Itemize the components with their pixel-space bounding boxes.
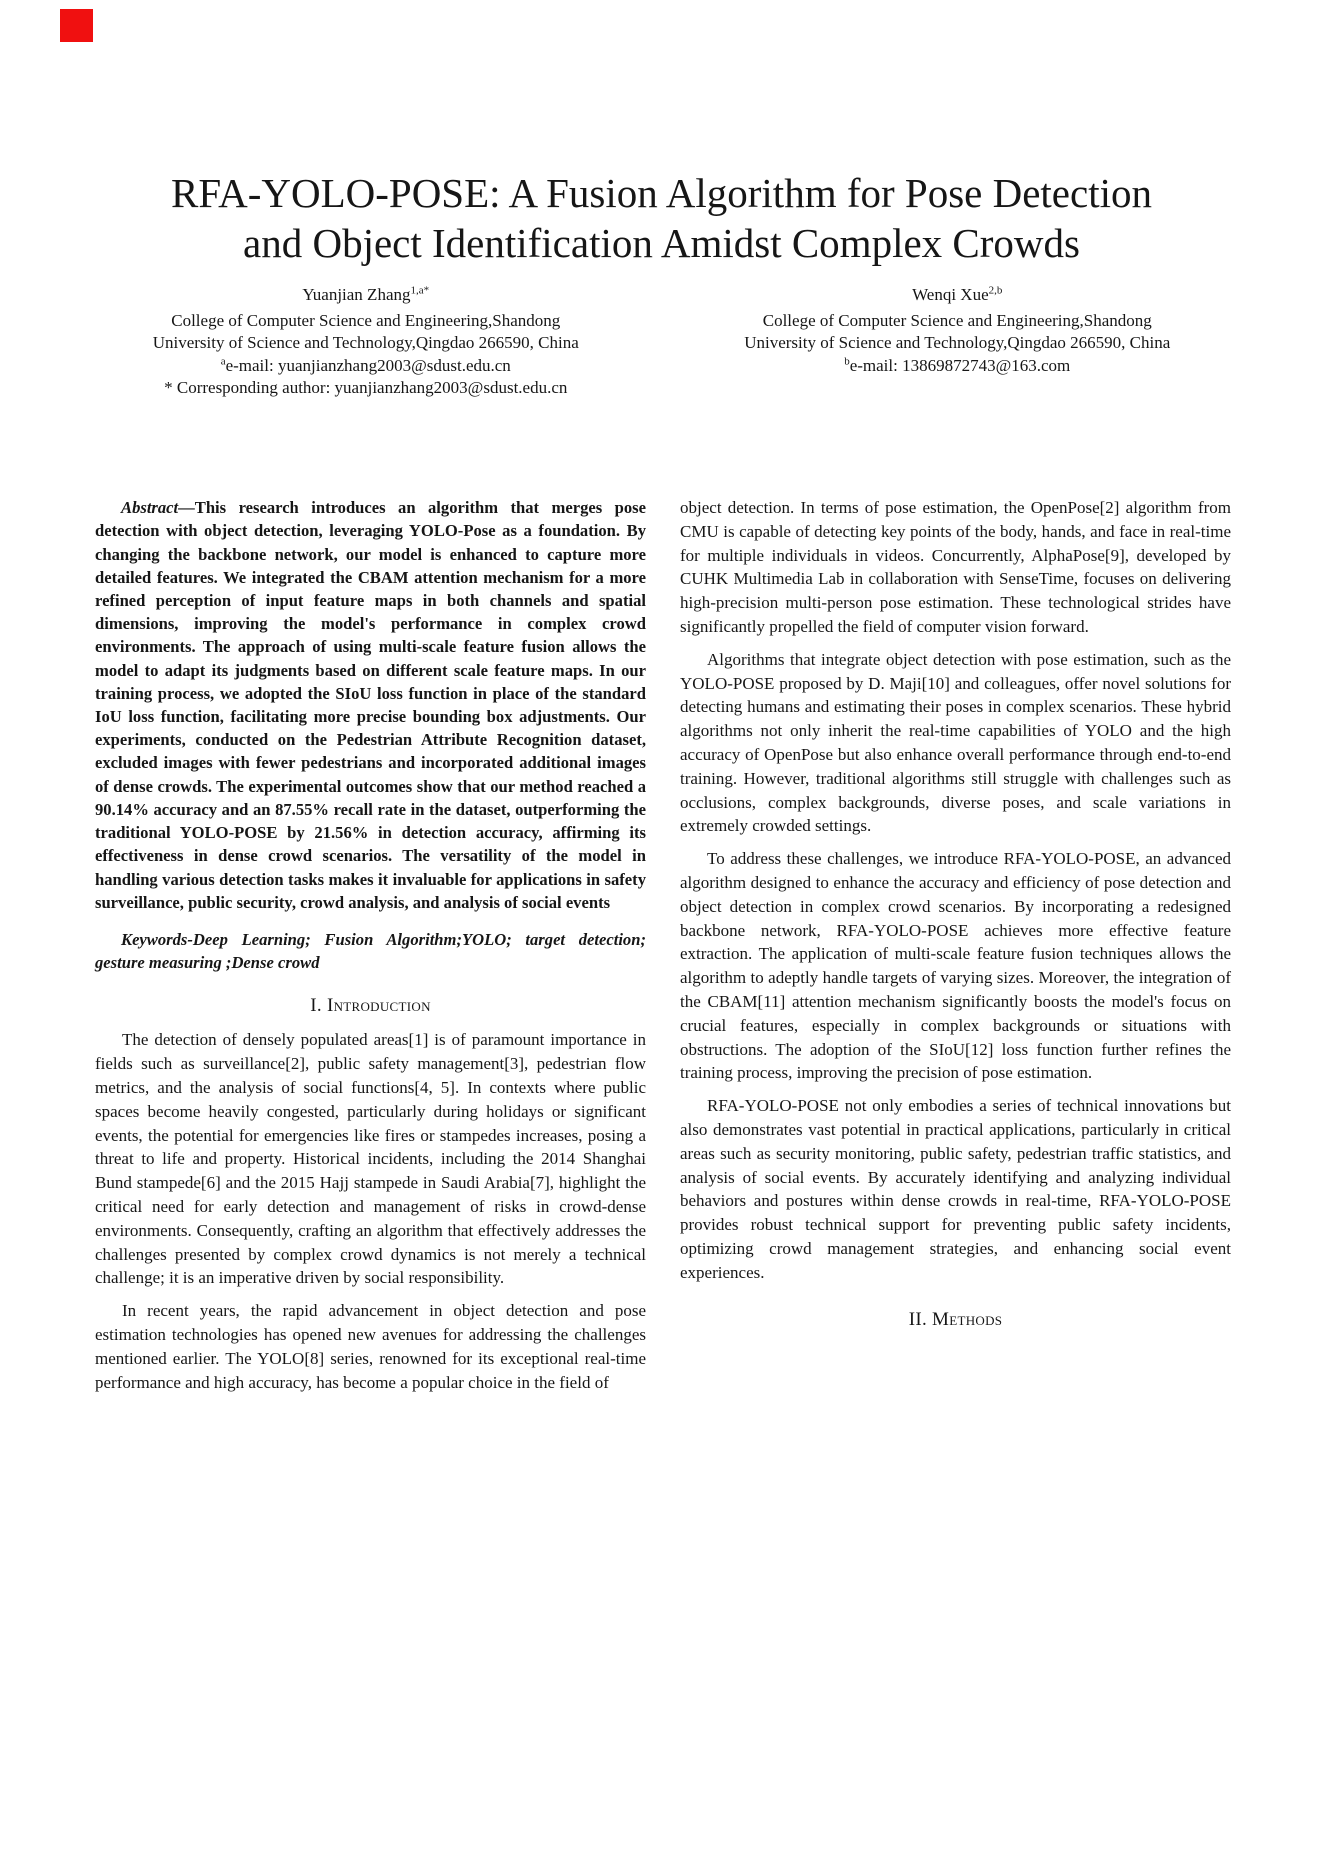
author-name: Yuanjian Zhang bbox=[302, 285, 411, 305]
author-name-superscript: 2,b bbox=[988, 284, 1003, 297]
right-column bbox=[680, 496, 1231, 1403]
introduction-paragraph-2-continuation: object detection. In terms of pose estimation, the OpenPose[2] algorithm from CMU is capable of detecting key points of the body, hands, and face in real-time for multiple individuals in videos. Concurrently, AlphaPose[9], developed by CUHK Multimedia Lab in collaboration with SenseTime, focuses on delivering high-precision multi-person pose estimation. These technological strides have significantly propelled the field of computer vision forward. bbox=[680, 498, 1231, 637]
abstract-paragraph bbox=[95, 496, 646, 914]
author-email-line bbox=[662, 355, 1254, 378]
abstract-lead-word: Abstract bbox=[121, 498, 179, 518]
section-heading-methods: II. Methods bbox=[908, 1308, 1003, 1330]
introduction-paragraph-2: In recent years, the rapid advancement in object detection and pose estimation technologies has opened new avenues for addressing the challenges mentioned earlier. The YOLO[8] series, renowned for its exceptional real-time performance and high accuracy, has become a popular choice in the field of bbox=[95, 1301, 646, 1392]
corresponding-author-note: * Corresponding author: yuanjianzhang2003@sdust.edu.cn bbox=[164, 378, 568, 398]
author-email-line bbox=[70, 355, 662, 378]
body-columns bbox=[0, 496, 1323, 1403]
author-block-left bbox=[70, 284, 662, 400]
author-affiliation-line-2: University of Science and Technology,Qingdao 266590, China bbox=[152, 333, 579, 353]
introduction-paragraph-1: The detection of densely populated areas[1] is of paramount importance in fields such as surveillance[2], public safety management[3], pedestrian flow metrics, and the analysis of social functions[4, 5]. In contexts where public spaces become heavily congested, particularly during holidays or significant events, the potential for emergencies like fires or stampedes increases, posing a threat to life and property. Historical incidents, including the 2014 Shanghai Bund stampede[6] and the 2015 Hajj stampede in Saudi Arabia[7], highlight the critical need for early detection and management of risks in crowd-dense environments. Consequently, crafting an algorithm that effectively addresses the challenges presented by complex crowd dynamics is not merely a technical challenge; it is an imperative driven by social responsibility. bbox=[95, 1030, 646, 1288]
left-column bbox=[95, 496, 646, 1403]
author-block-right bbox=[662, 284, 1254, 400]
introduction-paragraph-4: To address these challenges, we introduce RFA-YOLO-POSE, an advanced algorithm designed to enhance the accuracy and efficiency of pose detection and object detection in complex crowd scenarios. By incorporating a redesigned backbone network, RFA-YOLO-POSE achieves more effective feature extraction. The application of multi-scale feature fusion techniques allows the algorithm to adeptly handle targets of varying sizes. Moreover, the integration of the CBAM[11] attention mechanism significantly boosts the model's focus on crucial features, especially in complex backgrounds or situations with obstructions. The adoption of the SIoU[12] loss function further refines the training process, improving the precision of pose estimation. bbox=[680, 849, 1231, 1083]
email-superscript: a bbox=[220, 355, 226, 368]
author-name-superscript: 1,a* bbox=[410, 284, 430, 297]
author-name: Wenqi Xue bbox=[912, 285, 989, 305]
keywords-paragraph: Keywords-Deep Learning; Fusion Algorithm;YOLO; target detection; gesture measuring ;Dense crowd bbox=[95, 930, 646, 973]
red-square-marker bbox=[60, 9, 93, 42]
author-affiliation-line-2: University of Science and Technology,Qingdao 266590, China bbox=[744, 333, 1171, 353]
author-affiliation-line-1: College of Computer Science and Engineering,Shandong bbox=[762, 310, 1152, 330]
email-superscript: b bbox=[844, 355, 850, 368]
author-email: e-mail: 13869872743@163.com bbox=[849, 355, 1071, 375]
section-heading-introduction: I. Introduction bbox=[310, 995, 431, 1017]
introduction-paragraph-3: Algorithms that integrate object detection with pose estimation, such as the YOLO-POSE proposed by D. Maji[10] and colleagues, offer novel solutions for detecting humans and estimating their poses in complex scenarios. These hybrid algorithms not only inherit the real-time capabilities of YOLO and the high accuracy of OpenPose but also enhance overall performance through end-to-end training. However, traditional algorithms still struggle with challenges such as occlusions, complex backgrounds, diverse poses, and scale variations in extremely crowded settings. bbox=[680, 649, 1231, 836]
author-name-line bbox=[70, 284, 662, 307]
authors-row bbox=[0, 284, 1323, 400]
abstract-body-text: —This research introduces an algorithm that merges pose detection with object detection, leveraging YOLO-Pose as a foundation. By changing the backbone network, our model is enhanced to capture more detailed features. We integrated the CBAM attention mechanism for a more refined perception of input feature maps in both channels and spatial dimensions, improving the model's performance in complex crowd environments. The approach of using multi-scale feature fusion allows the model to adapt its judgments based on different scale feature maps. In our training process, we adopted the SIoU loss function in place of the standard IoU loss function, facilitating more precise bounding box adjustments. Our experiments, conducted on the Pedestrian Attribute Recognition dataset, excluded images with fewer pedestrians and incorporated additional images of dense crowds. The experimental outcomes show that our method reached a 90.14% accuracy and an 87.55% recall rate in the dataset, outperforming the traditional YOLO-POSE by 21.56% in detection accuracy, affirming its effectiveness in dense crowd scenarios. The versatility of the model in handling various detection tasks makes it invaluable for applications in safety surveillance, public security, crowd analysis, and analysis of social events bbox=[95, 498, 646, 912]
paper-title: RFA-YOLO-POSE: A Fusion Algorithm for Pose Detection and Object Identification Amidst Complex Crowds bbox=[171, 170, 1152, 267]
author-email: e-mail: yuanjianzhang2003@sdust.edu.cn bbox=[225, 355, 511, 375]
author-name-line bbox=[662, 284, 1254, 307]
introduction-paragraph-5: RFA-YOLO-POSE not only embodies a series of technical innovations but also demonstrates vast potential in practical applications, particularly in critical areas such as security monitoring, public safety, pedestrian traffic statistics, and analysis of social events. By accurately identifying and analyzing individual behaviors and postures within dense crowds in real-time, RFA-YOLO-POSE provides robust technical support for preventing public safety incidents, optimizing crowd management strategies, and enhancing social event experiences. bbox=[680, 1096, 1231, 1282]
author-affiliation-line-1: College of Computer Science and Engineering,Shandong bbox=[171, 310, 561, 330]
